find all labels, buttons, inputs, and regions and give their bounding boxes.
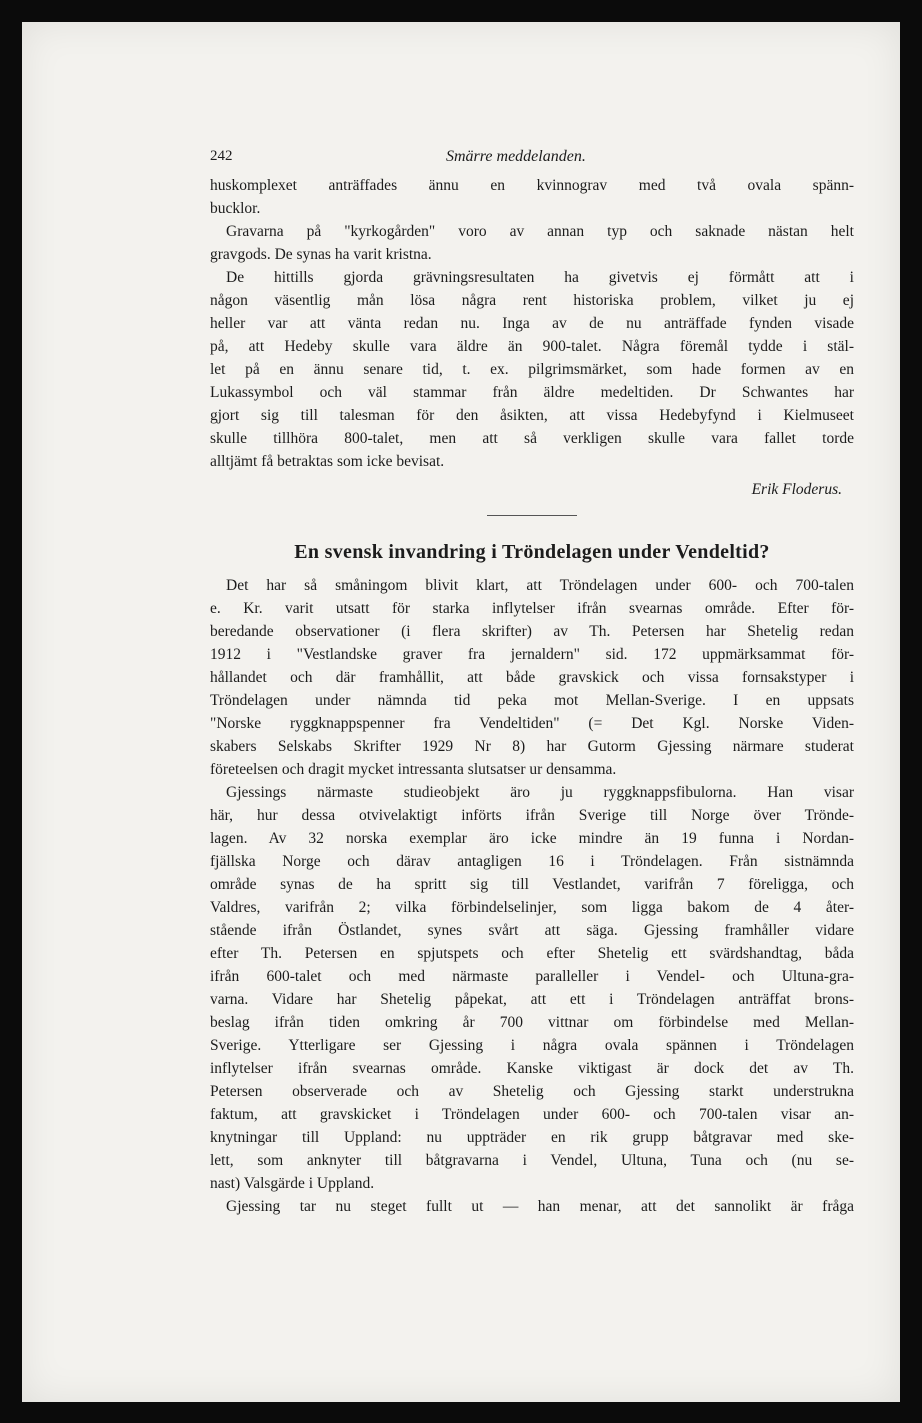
text-line: beslag ifrån tiden omkring år 700 vittnar om förbindelse med Mellan- xyxy=(210,1014,854,1031)
text-line: inflytelser ifrån svearnas område. Kanske viktigast är dock det av Th. xyxy=(210,1060,854,1077)
running-title: Smärre meddelanden. xyxy=(446,148,586,165)
section-divider xyxy=(487,515,577,516)
text-line: någon väsentlig mån lösa några rent historiska problem, vilket ju ej xyxy=(210,292,854,309)
text-line: bucklor. xyxy=(210,200,261,217)
text-line: Gjessing tar nu steget fullt ut — han menar, att det sannolikt är fråga xyxy=(226,1198,854,1215)
text-line: Gjessings närmaste studieobjekt äro ju ryggknappsfibulorna. Han visar xyxy=(226,784,854,801)
article-floderus xyxy=(210,174,854,507)
text-line: Petersen observerade och av Shetelig och Gjessing starkt understrukna xyxy=(210,1083,854,1100)
article-gjessing xyxy=(210,532,854,1218)
text-line: fjällska Norge och därav antagligen 16 i Tröndelagen. Från sistnämnda xyxy=(210,853,854,870)
text-line: Sverige. Ytterligare ser Gjessing i några ovala spännen i Tröndelagen xyxy=(210,1037,854,1054)
text-line: skabers Selskabs Skrifter 1929 Nr 8) har Gutorm Gjessing närmare studerat xyxy=(210,738,854,755)
text-line: varna. Vidare har Shetelig påpekat, att ett i Tröndelagen anträffat brons- xyxy=(210,991,854,1008)
text-line: lagen. Av 32 norska exemplar äro icke mindre än 19 funna i Nordan- xyxy=(210,830,854,847)
text-line: e. Kr. varit utsatt för starka inflytelser ifrån svearnas område. Efter för- xyxy=(210,600,854,617)
text-line: huskomplexet anträffades ännu en kvinnograv med två ovala spänn- xyxy=(210,177,854,194)
text-line: beredande observationer (i flera skrifter) av Th. Petersen har Shetelig redan xyxy=(210,623,854,640)
text-line: Gravarna på "kyrkogården" voro av annan typ och saknade nästan helt xyxy=(226,223,854,240)
text-line: "Norske ryggknappspenner fra Vendeltiden" (= Det Kgl. Norske Viden- xyxy=(210,715,854,732)
text-line: här, hur dessa otvivelaktigt införts ifrån Sverige till Norge över Tröndе- xyxy=(210,807,854,824)
text-line: företeelsen och dragit mycket intressanta slutsatser ur densamma. xyxy=(210,761,617,778)
text-line: let på en ännu senare tid, t. ex. pilgrimsmärket, som hade formen av en xyxy=(210,361,854,378)
text-line: Lukassymbol och väl stammar från äldre medeltiden. Dr Schwantes har xyxy=(210,384,854,401)
text-line: lett, som anknyter till båtgravarna i Vendel, Ultuna, Tuna och (nu se- xyxy=(210,1152,854,1169)
document-page xyxy=(22,22,900,1402)
author-signature: Erik Floderus. xyxy=(751,481,842,498)
text-line: Det har så småningom blivit klart, att Tröndelagen under 600- och 700-talen xyxy=(226,577,854,594)
text-line: De hittills gjorda grävningsresultaten ha givetvis ej förmått att i xyxy=(226,269,854,286)
article-heading: En svensk invandring i Tröndelagen under Vendeltid? xyxy=(294,541,770,563)
text-line: knytningar till Uppland: nu uppträder en rik grupp båtgravar med ske- xyxy=(210,1129,854,1146)
text-line: ifrån 600-talet och med närmaste paralleller i Vendel- och Ultuna-gra- xyxy=(210,968,854,985)
text-line: efter Th. Petersen en spjutspets och efter Shetelig ett svärdshandtag, båda xyxy=(210,945,854,962)
text-line: Tröndelagen under nämnda tid peka mot Mellan-Sverige. I en uppsats xyxy=(210,692,854,709)
text-line: hållandet och där framhållit, att både gravskick och vissa fornsakstyper i xyxy=(210,669,854,686)
text-line: heller var att vänta redan nu. Inga av de nu anträffade fynden visade xyxy=(210,315,854,332)
text-line: område synas de ha spritt sig till Vestlandet, varifrån 7 föreligga, och xyxy=(210,876,854,893)
text-line: gravgods. De synas ha varit kristna. xyxy=(210,246,432,263)
text-line: 1912 i "Vestlandske graver fra jernaldern" sid. 172 uppmärksammat för- xyxy=(210,646,854,663)
text-line: gjort sig till talesman för den åsikten, att vissa Hedebyfynd i Kielmuseet xyxy=(210,407,854,424)
text-line: på, att Hedeby skulle vara äldre än 900-talet. Några föremål tydde i stäl- xyxy=(210,338,854,355)
page-number: 242 xyxy=(210,148,233,164)
text-line: faktum, att gravskicket i Tröndelagen under 600- och 700-talen visar an- xyxy=(210,1106,854,1123)
text-line: Valdres, varifrån 2; vilka förbindelselinjer, som ligga bakom de 4 åter- xyxy=(210,899,854,916)
text-line: stående ifrån Östlandet, synes svårt att säga. Gjessing framhåller vidare xyxy=(210,922,854,939)
text-block xyxy=(210,148,854,1218)
text-line: nast) Valsgärde i Uppland. xyxy=(210,1175,375,1192)
page-header xyxy=(210,148,854,174)
text-line: alltjämt få betraktas som icke bevisat. xyxy=(210,453,445,470)
text-line: skulle tillhöra 800-talet, men att så verkligen skulle vara fallet torde xyxy=(210,430,854,447)
